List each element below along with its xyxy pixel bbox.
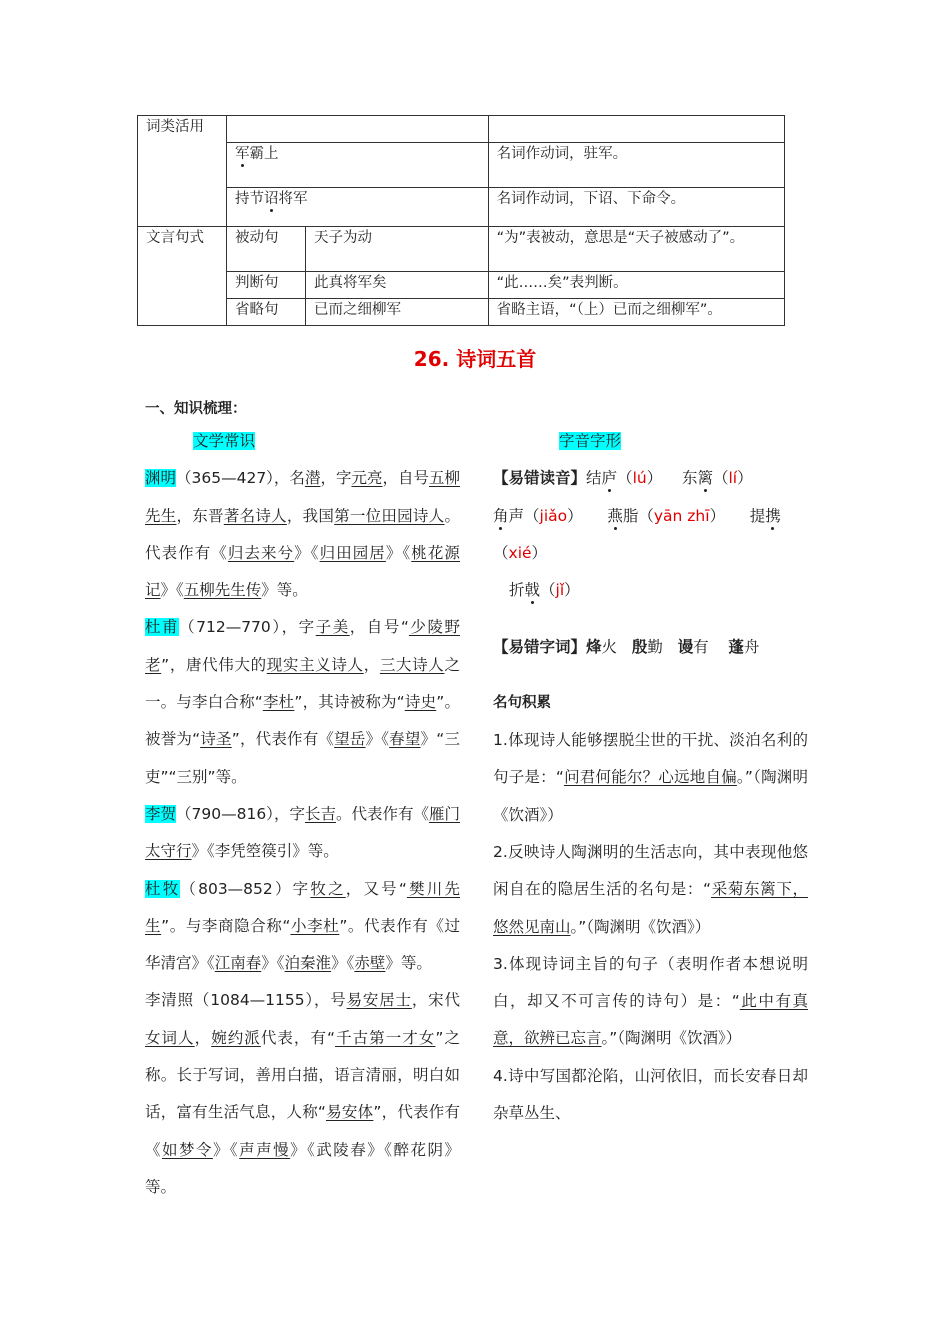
liqingzhao-paragraph: 李清照（1084—1155），号易安居士，宋代女词人，婉约派代表，有“千古第一才女”之称。长于写词，善用白描，语言清丽，明白如话，富有生活气息，人称“易安体”，代表作有《如梦令》《声声慢》《武陵春》《醉花阴》等。 [145, 991, 460, 1196]
duyin-label: 【易错读音】 [493, 469, 587, 488]
left-heading-row [145, 423, 460, 460]
lihe-paragraph: 李贺（790—816），字长吉。代表作有《雁门太守行》《李凭箜篌引》等。 [145, 804, 460, 861]
mingju-heading: 名句积累 [493, 694, 551, 711]
pronunciation-heading: 字音字形 [559, 432, 622, 450]
quote-4: 4.诗中写国都沦陷，山河依旧，而长安春日却杂草丛生、 [493, 1066, 808, 1123]
type-cell: 省略句 [227, 299, 306, 326]
dufu-paragraph: 杜甫（712—770），字子美，自号“少陵野老”，唐代伟大的现实主义诗人，三大诗人之一。与李白合称“李杜”，其诗被称为“诗史”。被誉为“诗圣”，代表作有《望岳》《春望》“三吏”“三别”等。 [145, 618, 460, 786]
zici-block: 【易错字词】烽火 殷勤 谩有 蓬舟 [493, 638, 760, 657]
pronunciation-block [493, 460, 808, 609]
explanation-cell: 名词作动词，下诏、下命令。 [488, 188, 784, 227]
pron-item: 东篱（lí） [681, 469, 753, 488]
type-cell: 判断句 [227, 272, 306, 299]
quote-2: 2.反映诗人陶渊明的生活志向，其中表现他悠闲自在的隐居生活的名句是：“采菊东篱下，悠然见南山。”（陶渊明《饮酒》） [493, 842, 808, 936]
spacer [493, 667, 808, 685]
explanation-cell: “为”表被动，意思是“天子被感动了”。 [488, 227, 784, 272]
right-heading-row [493, 423, 808, 460]
pron-item: 提携（xié） [493, 506, 781, 562]
section-heading: 一、知识梳理： [145, 401, 247, 417]
yuanming-paragraph: 渊明（365—427），名潜，字元亮，自号五柳先生，东晋著名诗人，我国第一位田园诗人。代表作有《归去来兮》《归田园居》《桃花源记》《五柳先生传》等。 [145, 469, 461, 600]
type-cell: 被动句 [227, 227, 306, 272]
category-jushi: 文言句式 [138, 227, 227, 326]
example-text: 霸上 [249, 146, 279, 162]
pron-item: 折戟（jǐ） [509, 581, 580, 600]
quote-3: 3.体现诗词主旨的句子（表明作者本想说明白，却又不可言传的诗句）是：“此中有真意，欲辨已忘言。”（陶渊明《饮酒》） [493, 954, 808, 1048]
dumu-paragraph: 杜牧（803—852）字牧之，又号“樊川先生”。与李商隐合称“小李杜”。代表作有《过华清宫》《江南春》《泊秦淮》《赤壁》等。 [145, 879, 460, 973]
example-cell [227, 143, 489, 188]
grammar-table [137, 115, 785, 326]
example-cell [227, 188, 489, 227]
example-text: 持节 [235, 191, 264, 207]
example-cell: 此真将军矣 [306, 272, 489, 299]
spacer [493, 609, 808, 629]
left-column [145, 423, 460, 1206]
author-name: 杜甫 [145, 618, 180, 637]
pron-item: 角声（jiǎo） [493, 506, 583, 525]
category-cilei: 词类活用 [138, 116, 227, 227]
dotted-char: 诏 [264, 191, 279, 207]
lesson-title: 26. 诗词五首 [413, 347, 537, 371]
author-name: 杜牧 [145, 879, 181, 898]
zici-label: 【易错字词】 [493, 638, 587, 657]
right-column [493, 423, 808, 1132]
author-name: 李贺 [145, 804, 177, 823]
example-cell: 天子为动 [306, 227, 489, 272]
table-cell [488, 116, 784, 143]
example-cell: 已而之细柳军 [306, 299, 489, 326]
literary-knowledge-heading: 文学常识 [193, 432, 256, 450]
quote-1: 1.体现诗人能够摆脱尘世的干扰、淡泊名利的句子是：“问君何能尔？心远地自偏。”（陶渊明《饮酒》） [493, 731, 808, 824]
pron-item: 燕脂（yān zhī） [607, 506, 726, 525]
dotted-char: 军 [235, 146, 250, 162]
table-cell [227, 116, 489, 143]
pron-item: 结庐（lú） [586, 469, 663, 488]
example-text: 将军 [278, 191, 308, 207]
explanation-cell: 名词作动词，驻军。 [488, 143, 784, 188]
explanation-cell: “此……矣”表判断。 [488, 272, 784, 299]
explanation-cell: 省略主语，“（上）已而之细柳军”。 [488, 299, 784, 326]
author-name: 渊明 [145, 469, 177, 488]
